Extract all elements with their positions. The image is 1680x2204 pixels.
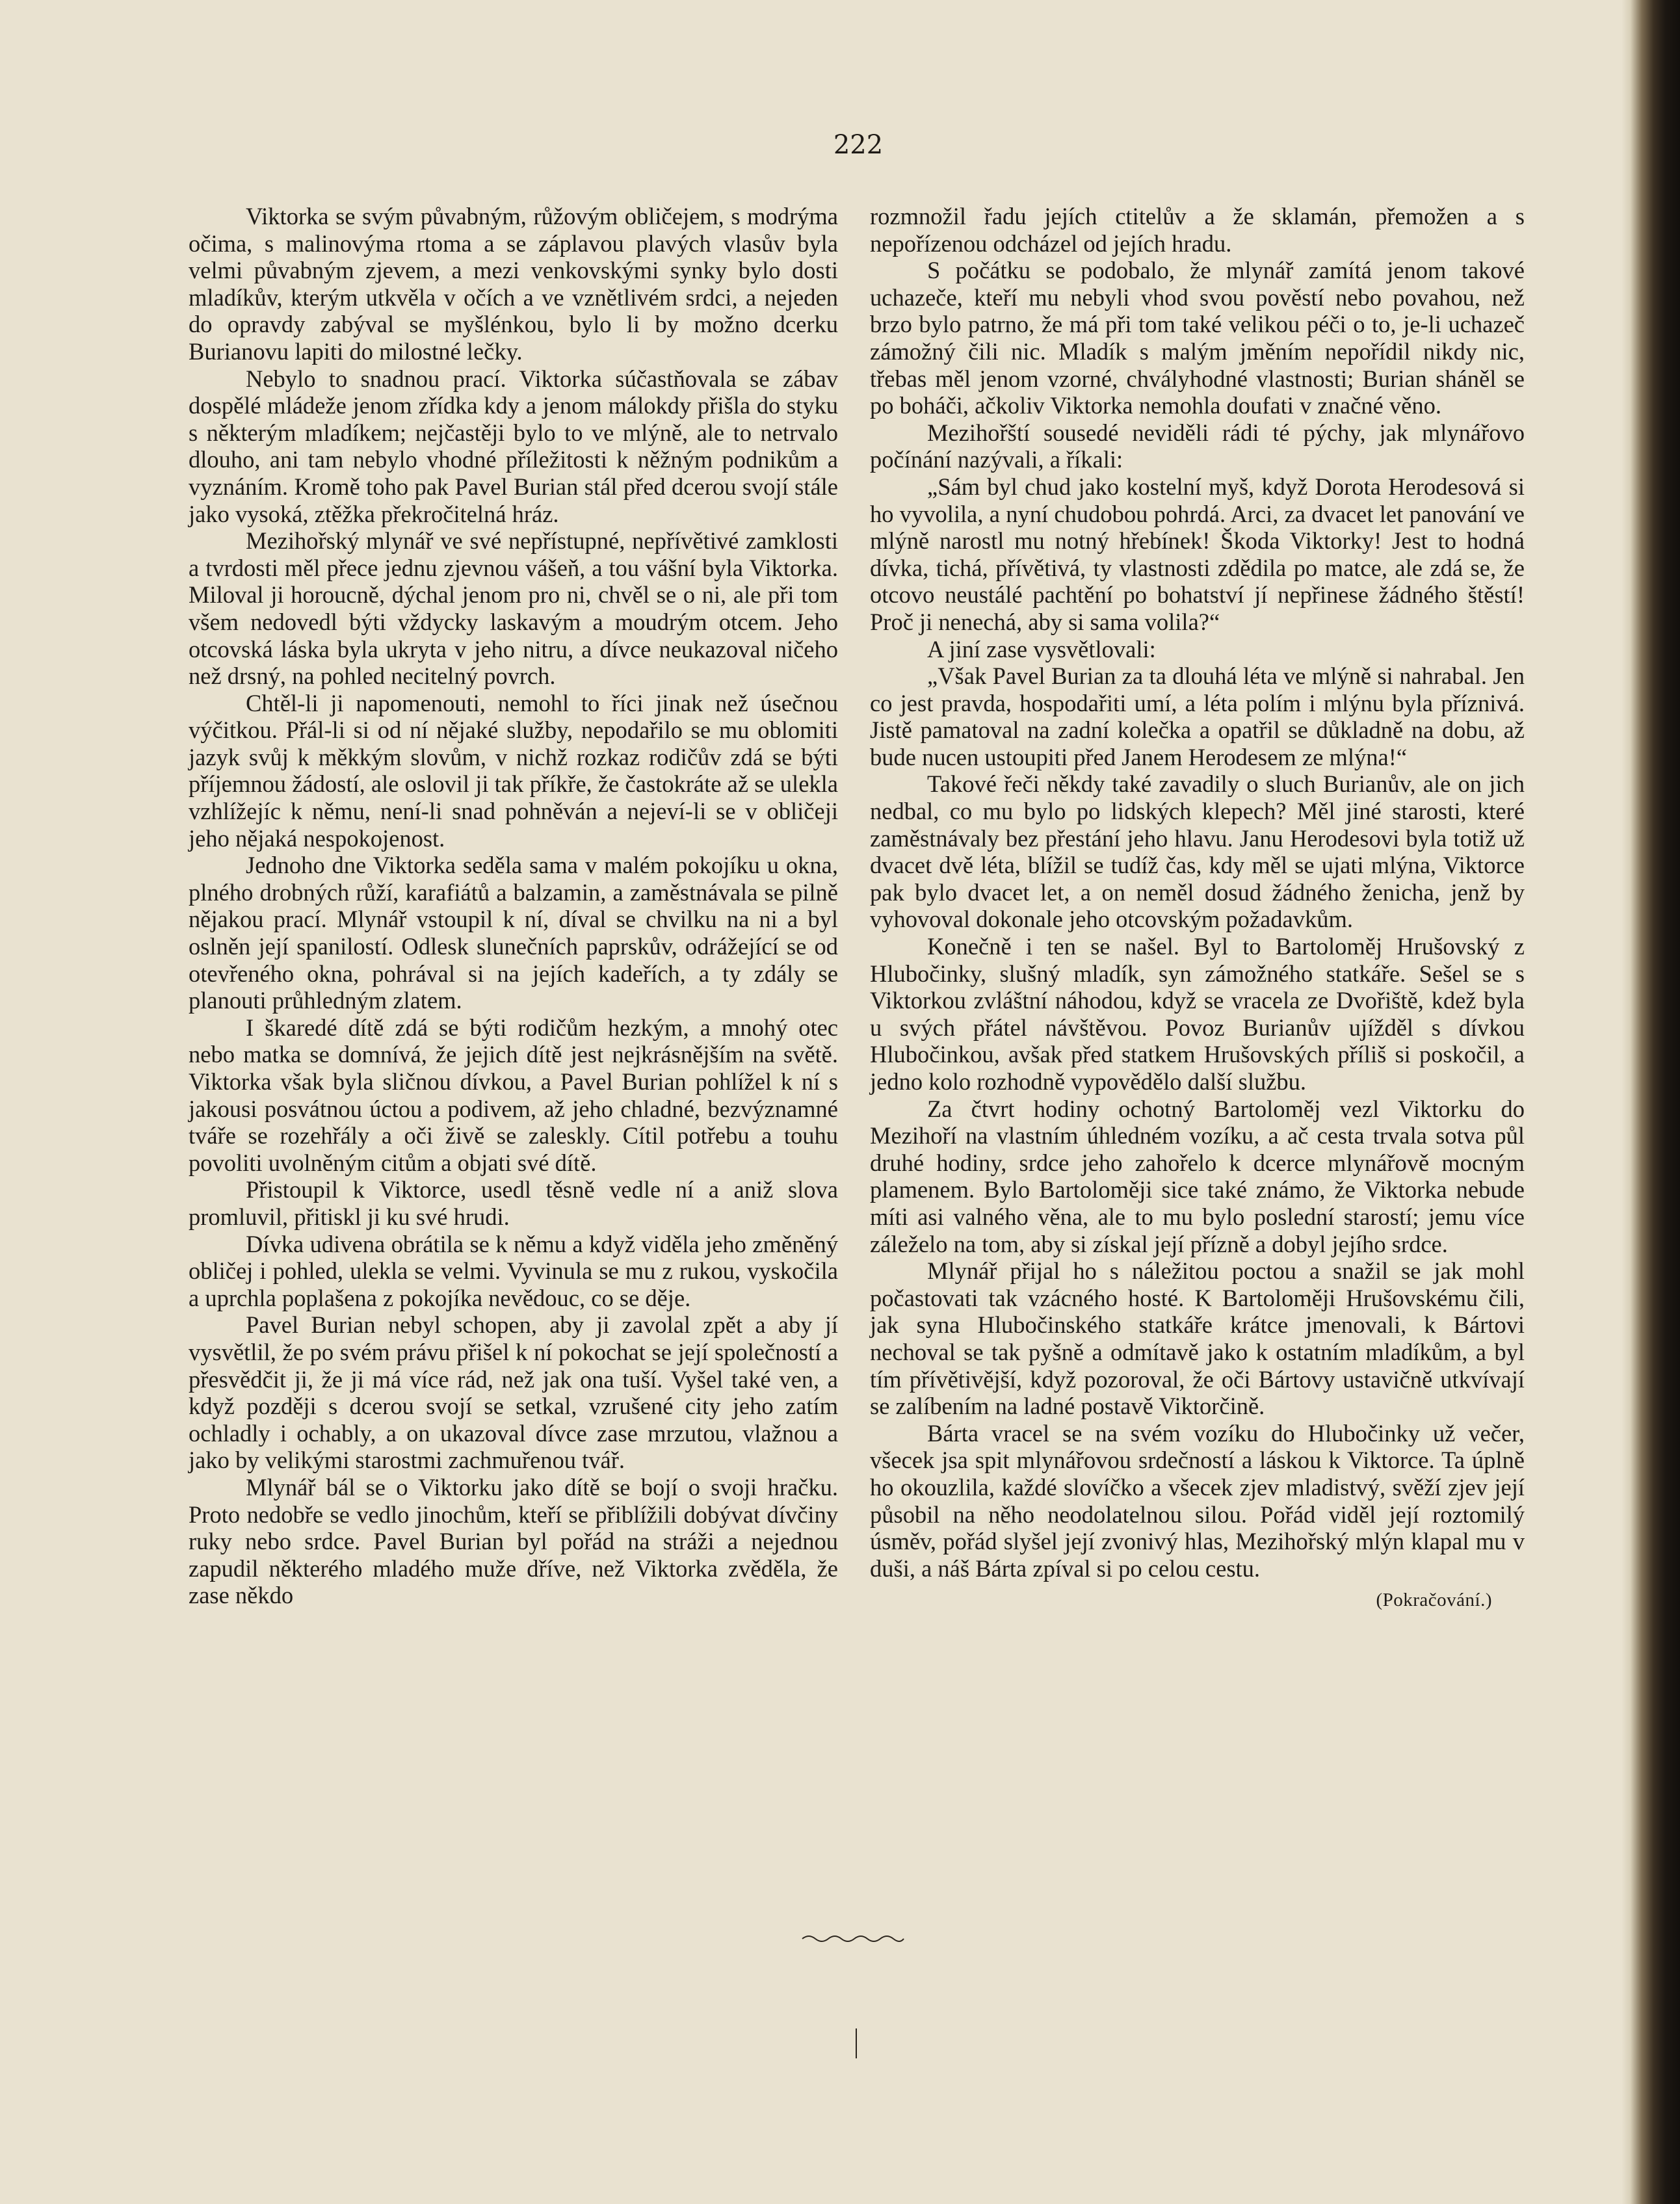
paragraph: Chtěl-li ji napomenouti, nemohl to říci jinak než úsečnou výčitkou. Přál-li si od ní nějaké služby, nepodařilo se mu oblomiti jazyk svůj k měkkým slovům, v nichž rozkaz rodičův zdá se býti příjemnou žádostí, ale oslovil ji tak příkře, že častokráte až se ulekla vzhlížejíc k němu, není-li snad pohněván a nejeví-li se v obličeji jeho nějaká nespokojenost. — [189, 689, 838, 852]
paragraph: Mlynář přijal ho s náležitou poctou a snažil se jak mohl počastovati tak vzácného hosté. K Bartoloměji Hrušovskému čili, jak syna Hlubočinského statkáře krátce jmenovali, k Bártovi nechoval se tak pyšně a odmítavě jako k ostatním mladíkům, a byl tím přívětivější, když pozoroval, že oči Bártovy ustavičně utkvívají se zalíbením na ladné postavě Viktorčině. — [870, 1257, 1525, 1420]
right-text-column — [870, 203, 1525, 1614]
paragraph: Mezihořský mlynář ve své nepřístupné, nepřívětivé zamklosti a tvrdosti měl přece jednu zjevnou vášeň, a tou vášní byla Viktorka. Miloval ji horoucně, dýchal jenom pro ni, chvěl se o ni, ale při tom všem nedovedl býti vždycky laskavým a moudrým otcem. Jeho otcovská láska byla ukryta v jeho nitru, a dívce neukazoval ničeho než drsný, na pohled necitelný povrch. — [189, 527, 838, 690]
paragraph: S počátku se podobalo, že mlynář zamítá jenom takové uchazeče, kteří mu nebyli vhod svou pověstí nebo povahou, než brzo bylo patrno, že má při tom také velikou péči o to, je-li uchazeč zámožný čili nic. Mladík s malým jměním nepořídil nikdy nic, třebas měl jenom vzorné, chvályhodné vlastnosti; Burian sháněl se po boháči, ačkoliv Viktorka nemohla doufati v značné věno. — [870, 257, 1525, 419]
paragraph: Takové řeči někdy také zavadily o sluch Burianův, ale on jich nedbal, co mu bylo po lidských klepech? Měl jiné starosti, které zaměstnávaly bez přestání jeho hlavu. Janu Herodesovi byla totiž už dvacet dvě léta, blížil se tudíž čas, kdy měl se ujati mlýna, Viktorce pak bylo dvacet let, a on neměl dosud žádného ženicha, jenž by vyhovoval dokonale jeho otcovským požadavkům. — [870, 770, 1525, 933]
column-divider — [856, 2028, 857, 2058]
paragraph: Přistoupil k Viktorce, usedl těsně vedle ní a aniž slova promluvil, přitiskl ji ku své hrudi. — [189, 1176, 838, 1230]
continued-note: (Pokračování.) — [1376, 1590, 1492, 1611]
page-number: 222 — [833, 130, 884, 160]
paragraph: Mlynář bál se o Viktorku jako dítě se bojí o svoji hračku. Proto nedobře se vedlo jinochům, kteří se přiblížili dobývat dívčiny ruky nebo srdce. Pavel Burian byl pořád na stráži a nejednou zapudil některého mladého muže dříve, než Viktorka zvěděla, že zase někdo — [189, 1473, 838, 1609]
paragraph: Bárta vracel se na svém vozíku do Hlubočinky už večer, všecek jsa spit mlynářovou srdečností a láskou k Viktorce. Ta úplně ho okouzlila, každé slovíčko a všecek zjev mladistvý, svěží zjev její působil na něho neodolatelnou silou. Pořád viděl její roztomilý úsměv, pořád slyšel její zvonivý hlas, Mezihořský mlýn klapal mu v duši, a náš Bárta zpíval si po celou cestu. — [870, 1419, 1525, 1582]
end-ornament-icon — [801, 1931, 905, 1947]
paragraph: rozmnožil řadu jejích ctitelův a že sklamán, přemožen a s nepořízenou odcházel od jejích hradu. — [870, 203, 1525, 257]
paragraph: Pavel Burian nebyl schopen, aby ji zavolal zpět a aby jí vysvětlil, že po svém právu přišel k ní pokochat se její společností a přesvědčit ji, že ji má více rád, než jak ona tuší. Vyšel také ven, a když později s dcerou svojí se setkal, vzrušené city jeho zatím ochladly i ochably, a on ukazoval dívce zase mrzutou, vlažnou a jako by velikými starostmi zachmuřenou tvář. — [189, 1311, 838, 1474]
book-spine-shadow — [1621, 0, 1680, 2204]
paragraph: „Však Pavel Burian za ta dlouhá léta ve mlýně si nahrabal. Jen co jest pravda, hospodařiti umí, a léta polím i mlýnu byla příznivá. Jistě pamatoval na zadní kolečka a opatřil se důkladně na dobu, až bude nucen ustoupiti před Janem Herodesem ze mlýna!“ — [870, 663, 1525, 770]
paragraph: Nebylo to snadnou prací. Viktorka súčastňovala se zábav dospělé mládeže jenom zřídka kdy a jenom málokdy přišla do styku s některým mladíkem; nejčastěji bylo to ve mlýně, ale to netrvalo dlouho, ani tam nebylo vhodné příležitosti k něžným podnikům a vyznáním. Kromě toho pak Pavel Burian stál před dcerou svojí stále jako vysoká, ztěžka překročitelná hráz. — [189, 365, 838, 527]
paragraph: Konečně i ten se našel. Byl to Bartoloměj Hrušovský z Hlubočinky, slušný mladík, syn zámožného statkáře. Sešel se s Viktorkou zvláštní náhodou, když se vracela ze Dvořiště, kdež byla u svých přátel návštěvou. Povoz Burianův ujížděl s dívkou Hlubočinkou, avšak před statkem Hrušovských příliš si poskočil, a jedno kolo rozhodně vypovědělo další službu. — [870, 933, 1525, 1095]
paragraph: Za čtvrt hodiny ochotný Bartoloměj vezl Viktorku do Mezihoří na vlastním úhledném vozíku, a ač cesta trvala sotva půl druhé hodiny, srdce jeho zahořelo k dcerce mlynářově mocným plamenem. Bylo Bartoloměji sice také známo, že Viktorka nebude míti asi valného věna, ale to mu bylo poslední starostí; jemu více záleželo na tom, aby si získal její přízně a dobyl jejího srdce. — [870, 1095, 1525, 1257]
paragraph: Dívka udivena obrátila se k němu a když viděla jeho změněný obličej i pohled, ulekla se velmi. Vyvinula se mu z rukou, vyskočila a uprchla poplašena z pokojíka nevědouc, co se děje. — [189, 1230, 838, 1311]
paragraph: I škaredé dítě zdá se býti rodičům hezkým, a mnohý otec nebo matka se domnívá, že jejich dítě jest nejkrásnějším na světě. Viktorka však byla sličnou dívkou, a Pavel Burian pohlížel k ní s jakousi posvátnou úctou a podivem, až jeho chladné, bezvýznamné tváře se rozehřály a oči živě se zaleskly. Cítil potřebu a touhu povoliti uvolněným citům a objati své dítě. — [189, 1014, 838, 1176]
paragraph: „Sám byl chud jako kostelní myš, když Dorota Herodesová si ho vyvolila, a nyní chudobou pohrdá. Arci, za dvacet let panování ve mlýně narostl mu notný hřebínek! Škoda Viktorky! Jest to hodná dívka, tichá, přívětivá, ty vlastnosti zdědila po matce, ale zdá se, že otcovo neustálé pachtění po bohatství jí nepřinese žádného štěstí! Proč ji nenechá, aby si sama volila?“ — [870, 473, 1525, 635]
paragraph: Jednoho dne Viktorka seděla sama v malém pokojíku u okna, plného drobných růží, karafiátů a balzamin, a zaměstnávala se pilně nějakou prací. Mlynář vstoupil k ní, díval se chvilku na ni a byl oslněn její spanilostí. Odlesk slunečních paprskův, odrážející se od otevřeného okna, pohrával si na jejích kadeřích, a ty zdály se planouti průhledným zlatem. — [189, 852, 838, 1014]
paragraph: A jiní zase vysvětlovali: — [927, 635, 1156, 663]
paragraph: Mezihořští sousedé neviděli rádi té pýchy, jak mlynářovo počínání nazývali, a říkali: — [870, 419, 1525, 473]
left-text-column — [189, 203, 838, 1609]
paragraph: Viktorka se svým půvabným, růžovým obličejem, s modrýma očima, s malinovýma rtoma a se záplavou plavých vlasův byla velmi půvabným zjevem, a mezi venkovskými synky bylo dosti mladíkův, kterým utkvěla v očích a ve vznětlivém srdci, a nejeden do opravdy zabýval se myšlénkou, bylo li by možno dcerku Burianovu lapiti do milostné lečky. — [189, 203, 838, 365]
